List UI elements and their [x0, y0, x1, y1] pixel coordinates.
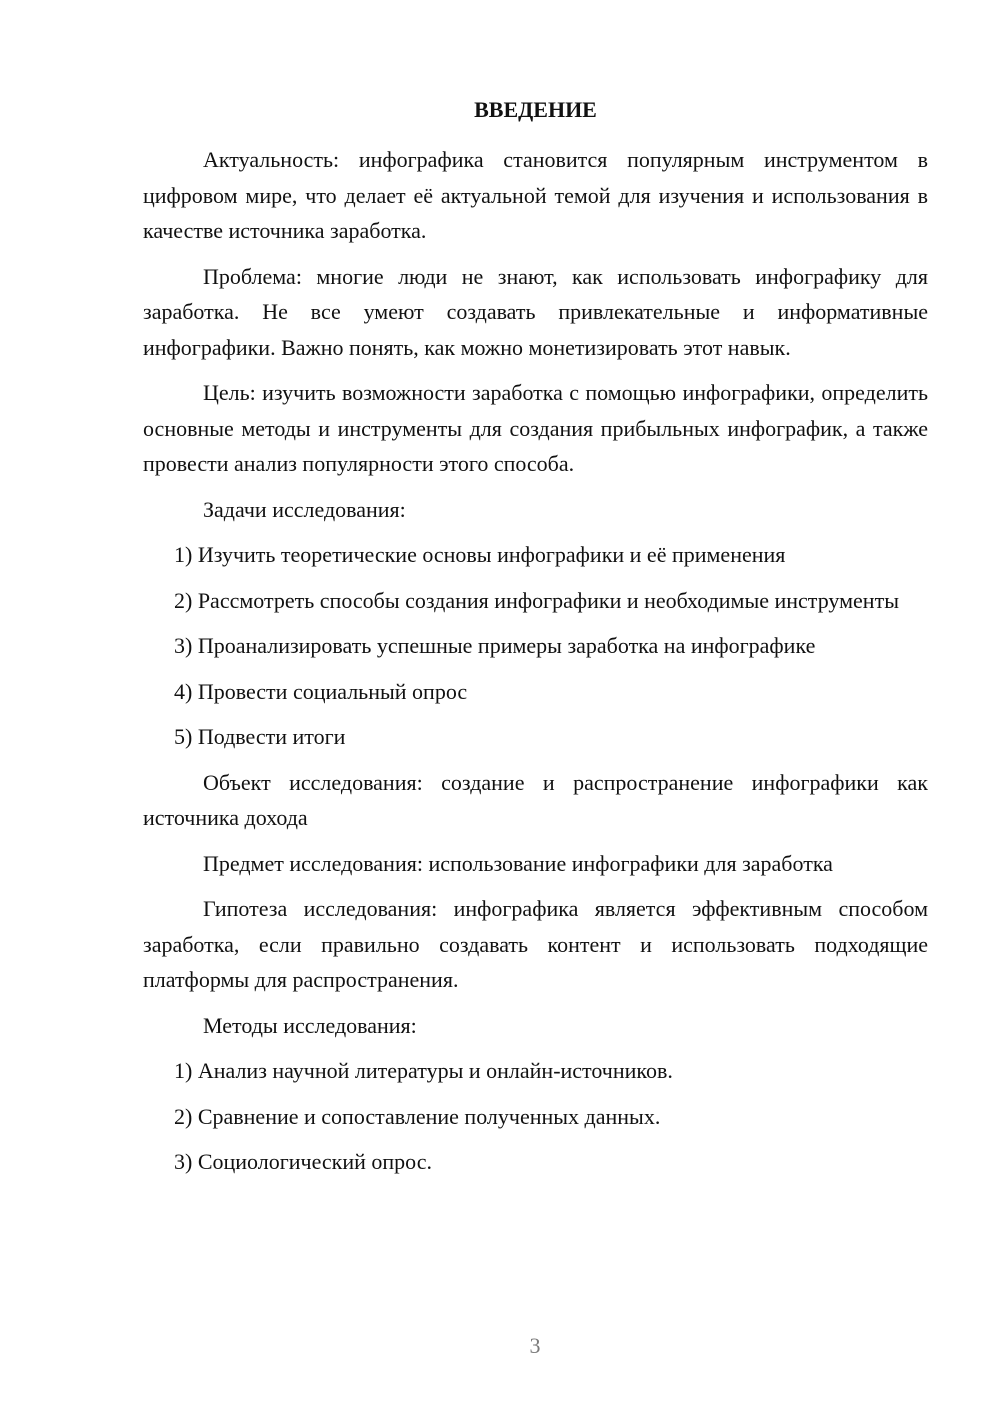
document-body: [143, 88, 928, 1190]
task-item: 5) Подвести итоги: [174, 724, 346, 749]
method-item: 1) Анализ научной литературы и онлайн-источников.: [174, 1058, 673, 1083]
paragraph-object: Объект исследования: создание и распространение инфографики как источника дохода: [143, 769, 928, 830]
page-number: 3: [529, 1333, 541, 1358]
tasks-heading: Задачи исследования:: [203, 496, 406, 522]
task-item: 1) Изучить теоретические основы инфографики и её применения: [174, 542, 786, 567]
paragraph-relevance: Актуальность: инфографика становится популярным инструментом в цифровом мире, что делает её актуальной темой для изучения и использования в качестве источника заработка.: [143, 147, 928, 243]
task-item: 2) Рассмотреть способы создания инфографики и необходимые инструменты: [174, 587, 899, 613]
method-item: 3) Социологический опрос.: [174, 1149, 432, 1174]
section-title: ВВЕДЕНИЕ: [474, 97, 597, 122]
task-item: 3) Проанализировать успешные примеры заработка на инфографике: [174, 633, 816, 658]
paragraph-goal: Цель: изучить возможности заработка с помощью инфографики, определить основные методы и инструменты для создания прибыльных инфографик, а также провести анализ популярности этого способа.: [143, 380, 928, 476]
task-item: 4) Провести социальный опрос: [174, 678, 468, 704]
methods-heading: Методы исследования:: [203, 1012, 417, 1038]
paragraph-subject: Предмет исследования: использование инфографики для заработка: [203, 850, 833, 876]
paragraph-hypothesis: Гипотеза исследования: инфографика является эффективным способом заработка, если правильно создавать контент и использовать подходящие платформы для распространения.: [143, 896, 928, 992]
paragraph-problem: Проблема: многие люди не знают, как использовать инфографику для заработка. Не все умеют создавать привлекательные и информативные инфографики. Важно понять, как можно монетизировать этот навык.: [143, 263, 928, 360]
method-item: 2) Сравнение и сопоставление полученных данных.: [174, 1103, 661, 1129]
